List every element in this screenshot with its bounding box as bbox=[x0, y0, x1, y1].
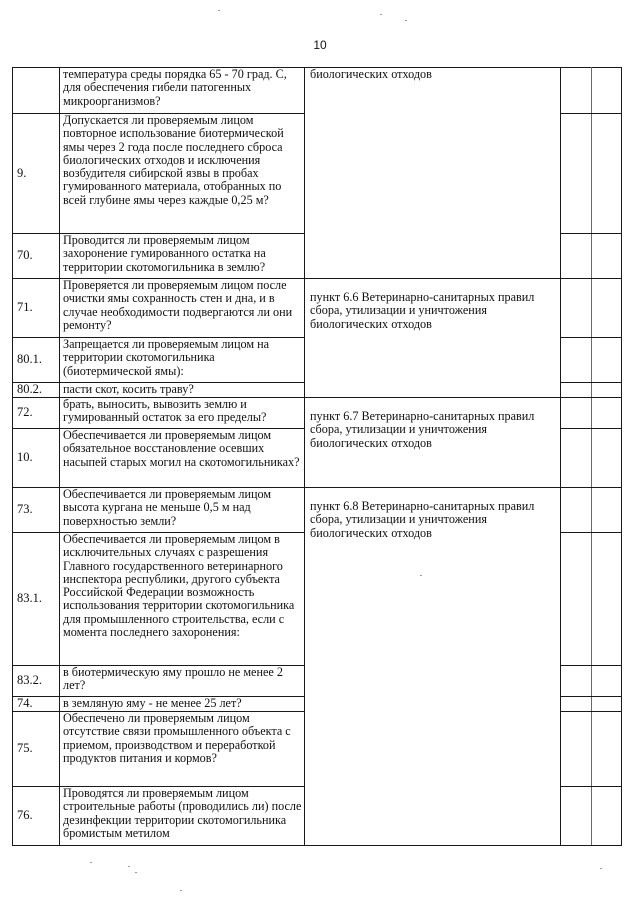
answer-cell-yes bbox=[561, 279, 592, 338]
answer-cell-yes bbox=[561, 533, 592, 666]
answer-cell-no bbox=[592, 68, 622, 114]
answer-cell-no bbox=[592, 666, 622, 697]
answer-cell-no bbox=[592, 697, 622, 712]
answer-cell-yes bbox=[561, 488, 592, 533]
reference-text: пункт 6.8 Ветеринарно-санитарных правил сбора, утилизации и уничтожения биологических отходов bbox=[310, 499, 535, 540]
scan-speck bbox=[420, 575, 422, 576]
row-number: 75. bbox=[13, 712, 60, 787]
question-text: Проверяется ли проверяемым лицом после очистки ямы сохранность стен и дна, и в случае необходимости подвергаются ли они ремонту? bbox=[60, 279, 305, 338]
reference-text: биологических отходов bbox=[310, 67, 432, 81]
table-row bbox=[13, 68, 622, 114]
question-text: Проводится ли проверяемым лицом захоронение гумированного остатка на территории скотомогильника в землю? bbox=[60, 234, 305, 279]
answer-cell-no bbox=[592, 114, 622, 234]
scan-speck bbox=[128, 866, 130, 867]
question-text: в земляную яму - не менее 25 лет? bbox=[60, 697, 305, 712]
row-number: 73. bbox=[13, 488, 60, 533]
answer-cell-no bbox=[592, 787, 622, 846]
question-text: в биотермическую яму прошло не менее 2 лет? bbox=[60, 666, 305, 697]
table-row bbox=[13, 398, 622, 429]
scan-speck bbox=[380, 14, 382, 15]
scan-speck bbox=[405, 20, 407, 21]
question-text: Обеспечено ли проверяемым лицом отсутствие связи промышленного объекта с приемом, производством и переработкой продуктов питания и кормов? bbox=[60, 712, 305, 787]
answer-cell-no bbox=[592, 279, 622, 338]
scan-speck bbox=[180, 890, 182, 891]
legal-reference bbox=[305, 398, 561, 488]
table-row bbox=[13, 488, 622, 533]
legal-reference bbox=[305, 279, 561, 398]
question-text: Проводятся ли проверяемым лицом строительные работы (проводились ли) после дезинфекции территории скотомогильника бромистым метилом bbox=[60, 787, 305, 846]
scan-speck bbox=[218, 10, 220, 11]
row-number: 80.1. bbox=[13, 338, 60, 383]
row-number: 80.2. bbox=[13, 383, 60, 398]
reference-text: пункт 6.7 Ветеринарно-санитарных правил сбора, утилизации и уничтожения биологических отходов bbox=[310, 409, 535, 450]
answer-cell-yes bbox=[561, 398, 592, 429]
row-number: 70. bbox=[13, 234, 60, 279]
scan-speck bbox=[90, 862, 92, 863]
answer-cell-yes bbox=[561, 429, 592, 488]
scan-speck bbox=[135, 872, 137, 873]
row-number: 10. bbox=[13, 429, 60, 488]
answer-cell-yes bbox=[561, 114, 592, 234]
legal-reference bbox=[305, 488, 561, 846]
answer-cell-no bbox=[592, 234, 622, 279]
row-number: 9. bbox=[13, 114, 60, 234]
question-text: Обеспечивается ли проверяемым лицом обязательное восстановление осевших насыпей старых могил на скотомогильниках? bbox=[60, 429, 305, 488]
answer-cell-no bbox=[592, 398, 622, 429]
checklist-table bbox=[12, 67, 622, 846]
question-text: Допускается ли проверяемым лицом повторное использование биотермической ямы через 2 года после последнего сброса биологических отходов и исключения возбудителя сибирской язвы в пробах гумированного материала, отобранных по всей глубине ямы через каждые 0,25 м? bbox=[60, 114, 305, 234]
answer-cell-yes bbox=[561, 666, 592, 697]
row-number: 83.1. bbox=[13, 533, 60, 666]
question-text: пасти скот, косить траву? bbox=[60, 383, 305, 398]
answer-cell-no bbox=[592, 338, 622, 383]
row-number: 76. bbox=[13, 787, 60, 846]
answer-cell-yes bbox=[561, 234, 592, 279]
answer-cell-no bbox=[592, 429, 622, 488]
row-number: 72. bbox=[13, 398, 60, 429]
question-text: Запрещается ли проверяемым лицом на территории скотомогильника (биотермической ямы): bbox=[60, 338, 305, 383]
page-number: 10 bbox=[313, 38, 327, 52]
answer-cell-yes bbox=[561, 697, 592, 712]
reference-text: пункт 6.6 Ветеринарно-санитарных правил сбора, утилизации и уничтожения биологических отходов bbox=[310, 290, 535, 331]
answer-cell-no bbox=[592, 712, 622, 787]
scan-speck bbox=[600, 868, 602, 869]
answer-cell-yes bbox=[561, 787, 592, 846]
row-number: 71. bbox=[13, 279, 60, 338]
question-text: Обеспечивается ли проверяемым лицом высота кургана не меньше 0,5 м над поверхностью земли? bbox=[60, 488, 305, 533]
question-text: брать, выносить, вывозить землю и гумированный остаток за его пределы? bbox=[60, 398, 305, 429]
legal-reference bbox=[305, 68, 561, 279]
question-text: температура среды порядка 65 - 70 град. С, для обеспечения гибели патогенных микроорганизмов? bbox=[60, 68, 305, 114]
answer-cell-yes bbox=[561, 68, 592, 114]
checklist-table-wrapper bbox=[12, 67, 621, 846]
answer-cell-yes bbox=[561, 338, 592, 383]
answer-cell-no bbox=[592, 383, 622, 398]
answer-cell-no bbox=[592, 488, 622, 533]
answer-cell-no bbox=[592, 533, 622, 666]
row-number: 74. bbox=[13, 697, 60, 712]
table-row bbox=[13, 279, 622, 338]
question-text: Обеспечивается ли проверяемым лицом в исключительных случаях с разрешения Главного государственного ветеринарного инспектора республики, другого субъекта Российской Федерации возможность использования территории скотомогильника для промышленного строительства, если с момента последнего захоронения: bbox=[60, 533, 305, 666]
row-number bbox=[13, 68, 60, 114]
answer-cell-yes bbox=[561, 712, 592, 787]
row-number: 83.2. bbox=[13, 666, 60, 697]
answer-cell-yes bbox=[561, 383, 592, 398]
